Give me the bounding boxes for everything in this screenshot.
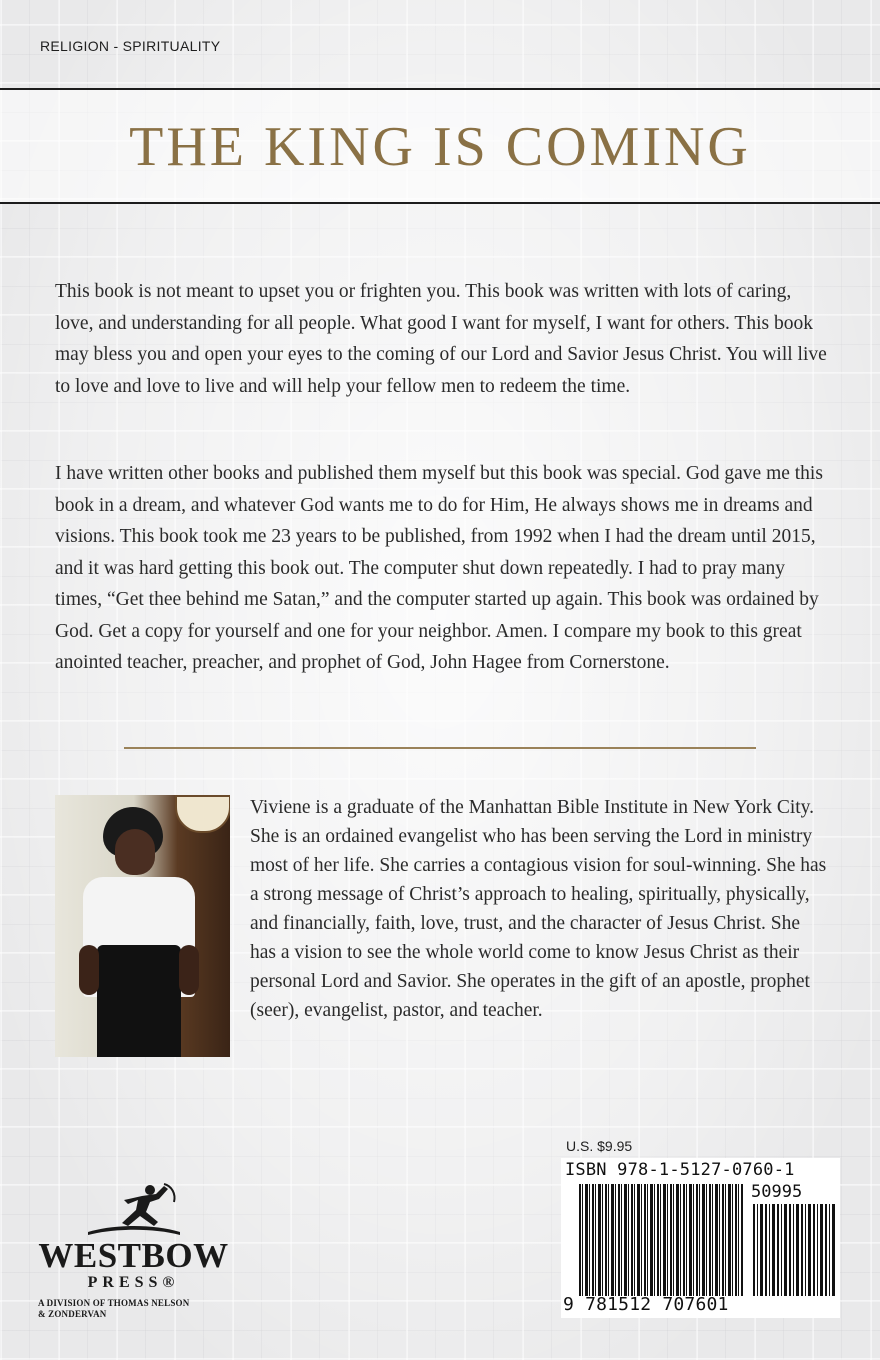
division-line-1: A DIVISION OF THOMAS NELSON: [38, 1298, 190, 1308]
barcode-bars: [579, 1184, 743, 1296]
author-face: [115, 829, 155, 875]
title-rule-top: [0, 88, 880, 90]
barcode-box: [561, 1158, 840, 1318]
addon-bars: [753, 1204, 837, 1296]
blurb-paragraph-1: This book is not meant to upset you or frighten you. This book was written with lots of caring, love, and understanding for all people. What good I want for myself, I want for others. This book may bless you and open your eyes to the coming of our Lord and Savior Jesus Christ. You will live to love and love to live and will help your fellow men to redeem the time.: [55, 281, 827, 397]
author-arm-left: [79, 945, 99, 995]
section-divider: [124, 747, 756, 749]
addon-number: 50995: [751, 1182, 803, 1202]
ean-number: 9 781512 707601: [563, 1294, 729, 1315]
author-arm-right: [179, 945, 199, 995]
publisher-name: WESTBOW: [38, 1236, 229, 1275]
book-title: THE KING IS COMING: [129, 116, 751, 178]
author-photo: [55, 795, 230, 1057]
blurb-paragraph-2: I have written other books and published them myself but this book was special. God gave me this book in a dream, and whatever God wants me to do for Him, He always shows me in dreams and visions. This book took me 23 years to be published, from 1992 when I had the dream until 2015, and it was hard getting this book out. The computer shut down repeatedly. I had to pray many times, “Get thee behind me Satan,” and the computer started up again. This book was ordained by God. Get a copy for yourself and one for your neighbor. Amen. I compare my book to this great anointed teacher, preacher, and prophet of God, John Hagee from Cornerstone.: [55, 463, 823, 673]
publisher-press: PRESS®: [87, 1274, 180, 1291]
author-skirt: [97, 945, 181, 1057]
author-bio: Viviene is a graduate of the Manhattan Bible Institute in New York City. She is an ordained evangelist who has been serving the Lord in ministry most of her life. She carries a contagious vision for soul-winning. She has a strong message of Christ’s approach to healing, spiritually, physically, and financially, faith, love, trust, and the character of Jesus Christ. She has a vision to see the whole world come to know Jesus Christ as their personal Lord and Savior. She operates in the gift of an apostle, prophet (seer), evangelist, pastor, and teacher.: [250, 797, 827, 1021]
title-rule-bottom: [0, 202, 880, 204]
publisher-division: [38, 1298, 233, 1320]
clock: [175, 795, 230, 833]
division-line-2: & ZONDERVAN: [38, 1309, 107, 1319]
category-label: RELIGION - SPIRITUALITY: [40, 38, 221, 54]
publisher-logo: [36, 1180, 231, 1330]
isbn-text: ISBN 978-1-5127-0760-1: [565, 1160, 795, 1180]
price-label: U.S. $9.95: [566, 1138, 633, 1154]
runner-icon: [84, 1180, 184, 1238]
